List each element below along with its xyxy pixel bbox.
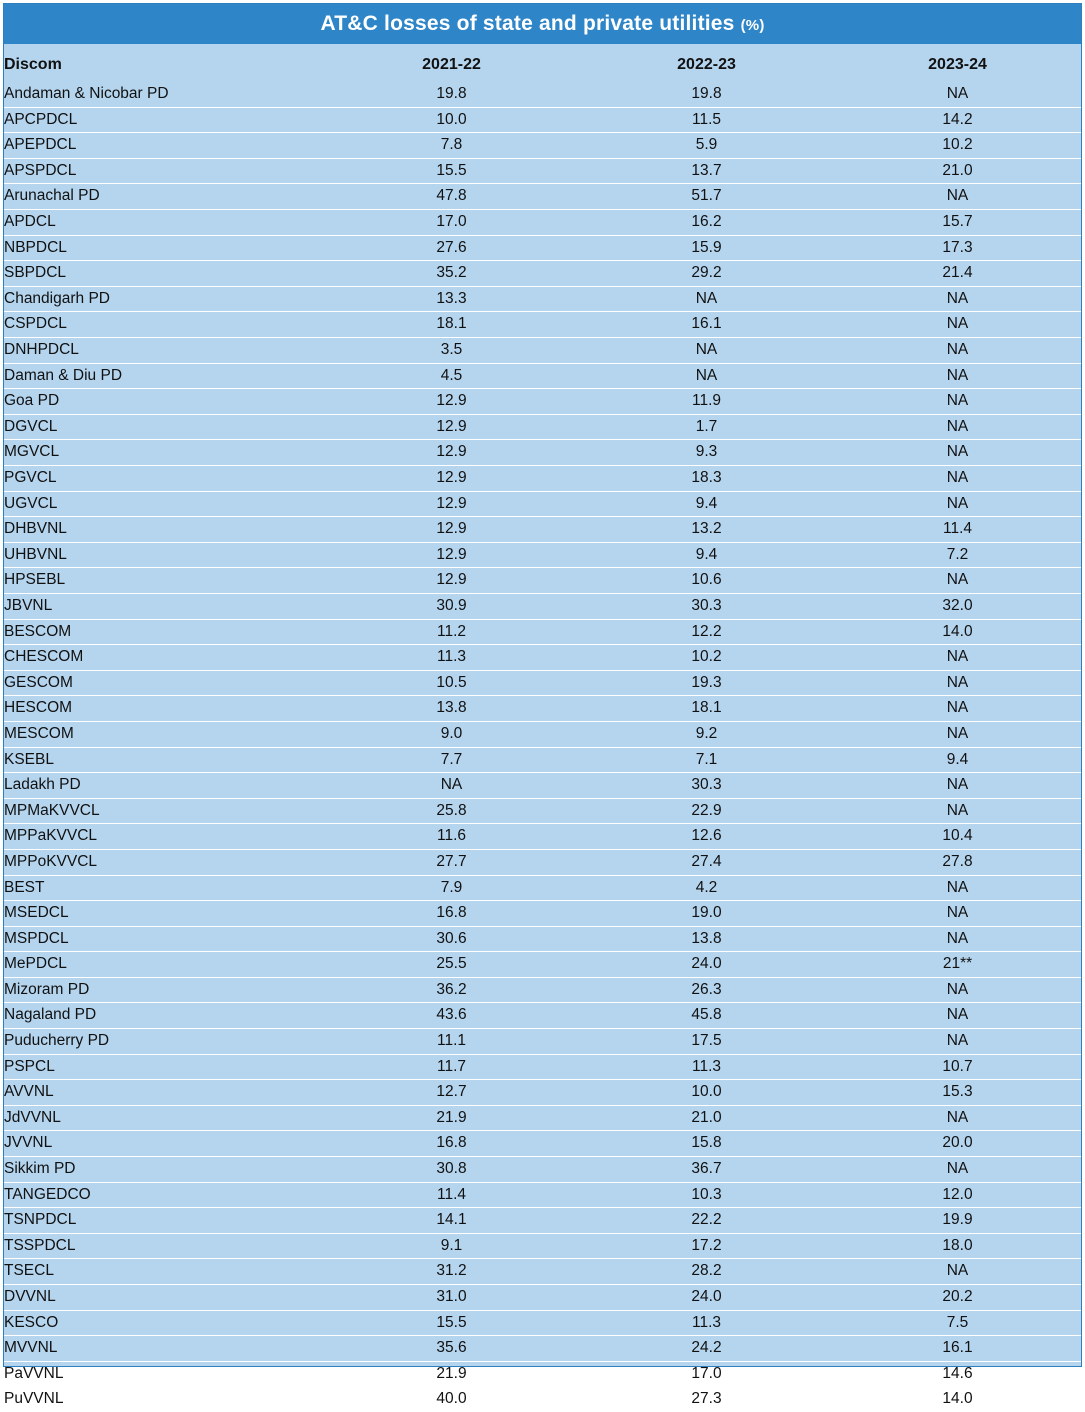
cell-value-2022-23: 30.3 — [691, 776, 722, 794]
cell-value-2021-22: 11.3 — [436, 648, 467, 666]
table-row — [4, 1080, 1081, 1106]
cell-discom-name: Andaman & Nicobar PD — [4, 85, 169, 103]
cell-discom-name: PuVVNL — [4, 1390, 64, 1408]
cell-value-2023-24: 14.0 — [942, 622, 973, 640]
table-row — [4, 901, 1081, 927]
table-row — [4, 747, 1081, 773]
cell-value-2023-24: NA — [946, 724, 969, 742]
cell-value-2021-22: 47.8 — [436, 187, 467, 205]
table-row — [4, 1029, 1081, 1055]
cell-value-2021-22: 17.0 — [436, 213, 467, 231]
cell-value-2023-24: 20.2 — [942, 1288, 973, 1305]
cell-discom-name: MESCOM — [4, 724, 74, 742]
cell-value-2021-22: NA — [440, 776, 463, 794]
cell-value-2021-22: 19.8 — [436, 85, 467, 103]
cell-value-2023-24: NA — [946, 776, 969, 794]
cell-value-2023-24: NA — [946, 341, 969, 359]
cell-value-2022-23: 18.1 — [691, 699, 722, 717]
table-row — [4, 1310, 1081, 1336]
cell-value-2023-24: 10.7 — [942, 1057, 973, 1075]
cell-value-2022-23: 21.0 — [691, 1108, 722, 1126]
cell-discom-name: MPPoKVVCL — [4, 852, 98, 870]
cell-value-2021-22: 16.8 — [436, 904, 467, 922]
cell-discom-name: MPPaKVVCL — [4, 827, 98, 845]
cell-discom-name: DNHPDCL — [4, 341, 79, 359]
cell-value-2022-23: 45.8 — [691, 1006, 722, 1024]
cell-value-2023-24: NA — [946, 878, 969, 896]
cell-value-2021-22: 35.2 — [436, 264, 467, 282]
cell-value-2021-22: 11.2 — [436, 622, 467, 640]
cell-value-2022-23: 13.7 — [691, 161, 722, 179]
cell-value-2022-23: 4.2 — [695, 878, 718, 896]
column-header-2022-23: 2022-23 — [677, 56, 736, 74]
cell-discom-name: Daman & Diu PD — [4, 366, 123, 384]
cell-value-2021-22: 4.5 — [440, 366, 463, 384]
cell-value-2022-23: 36.7 — [691, 1160, 722, 1178]
cell-discom-name: UHBVNL — [4, 545, 67, 563]
cell-discom-name: PGVCL — [4, 469, 57, 486]
table-row — [4, 491, 1081, 517]
cell-discom-name: Ladakh PD — [4, 776, 81, 794]
table-row — [4, 107, 1081, 133]
table-row — [4, 952, 1081, 978]
cell-value-2023-24: NA — [946, 366, 969, 384]
cell-value-2021-22: 40.0 — [436, 1390, 467, 1408]
cell-value-2022-23: 19.3 — [691, 673, 722, 691]
cell-value-2021-22: 12.7 — [436, 1083, 467, 1101]
table-row — [4, 773, 1081, 799]
cell-value-2022-23: 16.2 — [691, 213, 722, 231]
table-row — [4, 1003, 1081, 1029]
cell-value-2023-24: NA — [946, 1160, 969, 1178]
cell-value-2023-24: NA — [946, 1006, 969, 1024]
cell-value-2022-23: 19.8 — [691, 85, 722, 103]
cell-value-2023-24: NA — [946, 801, 969, 819]
atc-losses-table — [4, 44, 1081, 1412]
atc-losses-table-card — [3, 3, 1082, 1408]
cell-value-2022-23: 17.5 — [691, 1032, 722, 1050]
table-body — [4, 82, 1081, 1412]
cell-discom-name: Sikkim PD — [4, 1160, 76, 1178]
table-row — [4, 184, 1081, 210]
table-row — [4, 849, 1081, 875]
cell-value-2021-22: 11.1 — [436, 1032, 467, 1050]
table-header-row — [4, 44, 1081, 82]
table-row — [4, 798, 1081, 824]
cell-value-2022-23: 18.3 — [691, 469, 722, 486]
cell-value-2021-22: 18.1 — [436, 315, 467, 333]
cell-value-2023-24: NA — [946, 85, 969, 103]
table-row — [4, 286, 1081, 312]
cell-discom-name: APSPDCL — [4, 161, 77, 179]
column-header-2023-24: 2023-24 — [928, 56, 987, 74]
cell-value-2021-22: 10.5 — [436, 673, 467, 691]
table-row — [4, 1259, 1081, 1285]
cell-value-2023-24: 9.4 — [946, 750, 969, 768]
cell-value-2022-23: 24.2 — [691, 1339, 722, 1357]
table-row — [4, 824, 1081, 850]
cell-value-2023-24: 20.0 — [942, 1134, 973, 1152]
cell-discom-name: HPSEBL — [4, 571, 66, 589]
cell-value-2022-23: 7.1 — [695, 750, 718, 768]
table-title-unit: (%) — [740, 17, 765, 34]
cell-value-2022-23: 11.5 — [691, 110, 722, 128]
cell-value-2021-22: 12.9 — [436, 520, 467, 538]
cell-value-2023-24: 17.3 — [942, 238, 973, 256]
table-row — [4, 363, 1081, 389]
cell-value-2021-22: 31.2 — [436, 1262, 467, 1280]
table-row — [4, 542, 1081, 568]
cell-value-2022-23: 12.6 — [691, 827, 722, 845]
cell-discom-name: Goa PD — [4, 392, 60, 410]
cell-value-2023-24: NA — [946, 980, 969, 998]
cell-value-2022-23: 15.8 — [691, 1134, 722, 1152]
cell-discom-name: JBVNL — [4, 596, 53, 614]
table-row — [4, 158, 1081, 184]
cell-value-2022-23: 10.3 — [691, 1185, 722, 1203]
cell-value-2022-23: 27.3 — [691, 1390, 722, 1408]
cell-discom-name: MPMaKVVCL — [4, 801, 100, 819]
cell-value-2022-23: 27.4 — [691, 852, 722, 870]
table-row — [4, 1361, 1081, 1387]
cell-value-2022-23: 19.0 — [691, 904, 722, 922]
cell-discom-name: PSPCL — [4, 1057, 55, 1075]
cell-value-2021-22: 11.4 — [436, 1185, 467, 1203]
cell-value-2022-23: 9.4 — [695, 545, 718, 563]
cell-value-2022-23: NA — [695, 341, 718, 359]
cell-value-2022-23: 22.2 — [691, 1211, 722, 1229]
table-row — [4, 235, 1081, 261]
cell-value-2022-23: 28.2 — [691, 1262, 722, 1280]
cell-discom-name: DGVCL — [4, 417, 58, 435]
cell-discom-name: Puducherry PD — [4, 1032, 110, 1050]
cell-value-2021-22: 43.6 — [436, 1006, 467, 1024]
cell-value-2022-23: 51.7 — [691, 187, 722, 205]
cell-value-2021-22: 12.9 — [436, 443, 467, 461]
cell-value-2023-24: 21.4 — [942, 264, 973, 282]
table-row — [4, 875, 1081, 901]
column-header-2021-22: 2021-22 — [422, 56, 481, 74]
cell-discom-name: Chandigarh PD — [4, 289, 110, 307]
cell-value-2023-24: 14.6 — [942, 1364, 973, 1382]
cell-value-2021-22: 30.8 — [436, 1160, 467, 1178]
cell-value-2021-22: 11.6 — [436, 827, 467, 845]
cell-value-2023-24: NA — [946, 469, 969, 486]
cell-discom-name: TSECL — [4, 1262, 54, 1280]
cell-value-2023-24: 12.0 — [942, 1185, 973, 1203]
cell-value-2021-22: 12.9 — [436, 545, 467, 563]
cell-value-2021-22: 15.5 — [436, 1313, 467, 1331]
cell-discom-name: PaVVNL — [4, 1364, 64, 1382]
cell-discom-name: MGVCL — [4, 443, 60, 461]
cell-value-2021-22: 14.1 — [436, 1211, 467, 1229]
cell-value-2021-22: 25.5 — [436, 955, 467, 973]
table-row — [4, 82, 1081, 107]
cell-discom-name: Arunachal PD — [4, 187, 100, 205]
cell-value-2022-23: 9.3 — [695, 443, 718, 461]
table-row — [4, 977, 1081, 1003]
table-row — [4, 619, 1081, 645]
cell-value-2023-24: 21.0 — [942, 161, 973, 179]
cell-value-2021-22: 12.9 — [436, 392, 467, 410]
cell-value-2023-24: 15.7 — [942, 213, 973, 231]
table-row — [4, 1157, 1081, 1183]
cell-value-2022-23: 13.8 — [691, 929, 722, 947]
cell-discom-name: TSNPDCL — [4, 1211, 77, 1229]
table-row — [4, 1233, 1081, 1259]
cell-value-2021-22: 16.8 — [436, 1134, 467, 1152]
cell-value-2022-23: 15.9 — [691, 238, 722, 256]
cell-discom-name: Mizoram PD — [4, 980, 90, 998]
table-title — [4, 4, 1081, 44]
table-row — [4, 133, 1081, 159]
cell-value-2021-22: 35.6 — [436, 1339, 467, 1357]
cell-value-2021-22: 27.6 — [436, 238, 467, 256]
cell-value-2022-23: 16.1 — [691, 315, 722, 333]
cell-value-2023-24: 7.5 — [946, 1313, 969, 1331]
table-row — [4, 1105, 1081, 1131]
cell-value-2023-24: NA — [946, 1108, 969, 1126]
cell-value-2023-24: NA — [946, 929, 969, 947]
cell-discom-name: APCPDCL — [4, 110, 78, 128]
table-row — [4, 696, 1081, 722]
table-row — [4, 645, 1081, 671]
cell-discom-name: MSPDCL — [4, 929, 69, 947]
table-row — [4, 1285, 1081, 1311]
cell-value-2023-24: 14.0 — [942, 1390, 973, 1408]
cell-value-2023-24: NA — [946, 571, 969, 589]
cell-value-2021-22: 3.5 — [440, 341, 463, 359]
cell-value-2021-22: 36.2 — [436, 980, 467, 998]
cell-value-2021-22: 12.9 — [436, 494, 467, 512]
table-row — [4, 1054, 1081, 1080]
table-row — [4, 721, 1081, 747]
table-row — [4, 568, 1081, 594]
cell-discom-name: CHESCOM — [4, 648, 84, 666]
cell-value-2023-24: 21** — [942, 955, 973, 973]
cell-value-2022-23: 17.0 — [691, 1364, 722, 1382]
cell-discom-name: BEST — [4, 878, 45, 896]
cell-discom-name: KSEBL — [4, 750, 54, 768]
cell-value-2022-23: 1.7 — [695, 417, 718, 435]
cell-value-2022-23: 5.9 — [695, 136, 718, 154]
table-row — [4, 670, 1081, 696]
cell-value-2023-24: 32.0 — [942, 596, 973, 614]
cell-discom-name: HESCOM — [4, 699, 73, 717]
cell-discom-name: APDCL — [4, 213, 56, 231]
cell-value-2022-23: 26.3 — [691, 980, 722, 998]
cell-discom-name: UGVCL — [4, 494, 58, 512]
cell-value-2022-23: 13.2 — [691, 520, 722, 538]
cell-discom-name: MePDCL — [4, 955, 67, 973]
cell-value-2021-22: 7.7 — [440, 750, 463, 768]
table-row — [4, 261, 1081, 287]
cell-value-2022-23: NA — [695, 289, 718, 307]
cell-discom-name: TANGEDCO — [4, 1185, 91, 1203]
cell-value-2023-24: NA — [946, 904, 969, 922]
cell-value-2023-24: NA — [946, 417, 969, 435]
cell-value-2023-24: NA — [946, 699, 969, 717]
cell-value-2023-24: 10.4 — [942, 827, 973, 845]
cell-value-2023-24: NA — [946, 392, 969, 410]
table-row — [4, 1336, 1081, 1362]
cell-discom-name: JVVNL — [4, 1134, 53, 1152]
cell-discom-name: SBPDCL — [4, 264, 67, 282]
cell-value-2022-23: 24.0 — [691, 955, 722, 973]
cell-discom-name: GESCOM — [4, 673, 73, 691]
cell-value-2022-23: 10.0 — [691, 1083, 722, 1101]
cell-value-2022-23: 29.2 — [691, 264, 722, 282]
cell-value-2021-22: 10.0 — [436, 110, 467, 128]
table-header — [4, 44, 1081, 82]
cell-discom-name: BESCOM — [4, 622, 72, 640]
cell-value-2023-24: NA — [946, 443, 969, 461]
table-row — [4, 593, 1081, 619]
cell-value-2022-23: 12.2 — [691, 622, 722, 640]
cell-value-2021-22: 30.9 — [436, 596, 467, 614]
cell-value-2022-23: 9.4 — [695, 494, 718, 512]
cell-value-2022-23: 24.0 — [691, 1288, 722, 1305]
cell-value-2022-23: 10.6 — [691, 571, 722, 589]
cell-value-2022-23: 11.3 — [691, 1057, 722, 1075]
cell-discom-name: MVVNL — [4, 1339, 58, 1357]
cell-value-2023-24: 16.1 — [942, 1339, 973, 1357]
table-scroll-region — [4, 44, 1081, 1412]
cell-value-2022-23: 22.9 — [691, 801, 722, 819]
cell-value-2023-24: 18.0 — [942, 1236, 973, 1254]
column-header-discom: Discom — [4, 56, 62, 74]
cell-value-2021-22: 27.7 — [436, 852, 467, 870]
cell-value-2021-22: 25.8 — [436, 801, 467, 819]
cell-value-2021-22: 9.0 — [440, 724, 463, 742]
cell-discom-name: APEPDCL — [4, 136, 77, 154]
cell-value-2023-24: NA — [946, 289, 969, 307]
cell-discom-name: DVVNL — [4, 1288, 56, 1305]
cell-value-2021-22: 11.7 — [436, 1057, 467, 1075]
cell-value-2022-23: 11.3 — [691, 1313, 722, 1331]
cell-value-2023-24: NA — [946, 187, 969, 205]
cell-value-2022-23: 30.3 — [691, 596, 722, 614]
cell-discom-name: TSSPDCL — [4, 1236, 76, 1254]
cell-value-2022-23: 10.2 — [691, 648, 722, 666]
cell-value-2021-22: 30.6 — [436, 929, 467, 947]
cell-value-2021-22: 7.9 — [440, 878, 463, 896]
cell-discom-name: MSEDCL — [4, 904, 69, 922]
cell-value-2023-24: NA — [946, 494, 969, 512]
table-row — [4, 926, 1081, 952]
cell-value-2023-24: 7.2 — [946, 545, 969, 563]
cell-value-2023-24: 19.9 — [942, 1211, 973, 1229]
cell-value-2021-22: 9.1 — [440, 1236, 463, 1254]
table-row — [4, 440, 1081, 466]
cell-value-2023-24: 15.3 — [942, 1083, 973, 1101]
table-row — [4, 210, 1081, 236]
cell-discom-name: AVVNL — [4, 1083, 54, 1101]
cell-discom-name: DHBVNL — [4, 520, 67, 538]
cell-discom-name: Nagaland PD — [4, 1006, 97, 1024]
cell-value-2021-22: 21.9 — [436, 1364, 467, 1382]
table-row — [4, 1387, 1081, 1412]
table-row — [4, 414, 1081, 440]
cell-value-2023-24: NA — [946, 648, 969, 666]
cell-value-2021-22: 13.8 — [436, 699, 467, 717]
cell-discom-name: KESCO — [4, 1313, 59, 1331]
cell-value-2022-23: 9.2 — [695, 724, 718, 742]
table-row — [4, 466, 1081, 492]
table-row — [4, 1182, 1081, 1208]
cell-value-2022-23: 17.2 — [691, 1236, 722, 1254]
table-row — [4, 389, 1081, 415]
cell-value-2023-24: 14.2 — [942, 110, 973, 128]
cell-discom-name: CSPDCL — [4, 315, 67, 333]
table-row — [4, 517, 1081, 543]
cell-value-2023-24: NA — [946, 673, 969, 691]
cell-value-2021-22: 21.9 — [436, 1108, 467, 1126]
cell-value-2023-24: 11.4 — [942, 520, 973, 538]
cell-value-2021-22: 12.9 — [436, 571, 467, 589]
cell-value-2021-22: 12.9 — [436, 469, 467, 486]
cell-value-2023-24: 27.8 — [942, 852, 973, 870]
table-row — [4, 338, 1081, 364]
table-row — [4, 1208, 1081, 1234]
table-row — [4, 1131, 1081, 1157]
cell-discom-name: JdVVNL — [4, 1108, 61, 1126]
cell-value-2023-24: NA — [946, 315, 969, 333]
cell-value-2022-23: NA — [695, 366, 718, 384]
table-row — [4, 312, 1081, 338]
cell-value-2023-24: NA — [946, 1032, 969, 1050]
cell-value-2021-22: 13.3 — [436, 289, 467, 307]
cell-value-2023-24: 10.2 — [942, 136, 973, 154]
cell-value-2021-22: 12.9 — [436, 417, 467, 435]
cell-value-2022-23: 11.9 — [691, 392, 722, 410]
table-title-text: AT&C losses of state and private utilities — [320, 12, 741, 35]
cell-value-2021-22: 15.5 — [436, 161, 467, 179]
cell-value-2023-24: NA — [946, 1262, 969, 1280]
cell-value-2021-22: 31.0 — [436, 1288, 467, 1305]
cell-discom-name: NBPDCL — [4, 238, 67, 256]
cell-value-2021-22: 7.8 — [440, 136, 463, 154]
